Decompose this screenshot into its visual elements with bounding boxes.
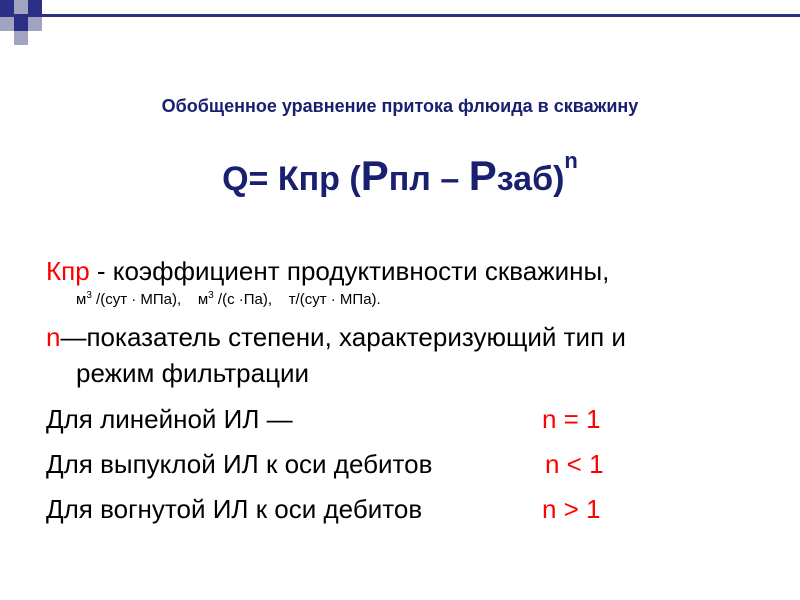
case-linear-value: n = 1 — [542, 404, 601, 434]
formula-q: Q= — [222, 160, 269, 198]
formula-close-paren: ) — [553, 160, 565, 198]
unit-3: т/(сут · МПа). — [288, 291, 381, 308]
decor-square-4 — [14, 17, 28, 31]
formula-minus: – — [440, 160, 460, 198]
n-text-1: —показатель степени, характеризующий тип и — [60, 322, 626, 352]
n-definition-line2: режим фильтрации — [76, 358, 310, 388]
formula-k: Кпр — [277, 160, 340, 198]
formula-exponent: n — [564, 148, 578, 173]
formula-open-paren: ( — [349, 160, 361, 198]
decor-square-1 — [0, 0, 14, 14]
decor-square-7 — [14, 31, 28, 45]
n-term: n — [46, 322, 61, 352]
case-concave-value: n > 1 — [542, 494, 601, 524]
slide-title: Обобщенное уравнение притока флюида в скважину — [161, 96, 639, 116]
formula-p1: Р — [360, 152, 389, 199]
formula — [0, 148, 800, 200]
decor-square-6 — [0, 17, 14, 31]
decor-square-3 — [28, 0, 42, 14]
n-definition-line1 — [46, 322, 626, 353]
case-convex-label: Для выпуклой ИЛ к оси дебитов — [46, 449, 433, 479]
formula-p2-sub: заб — [496, 160, 554, 198]
formula-p1-sub: пл — [388, 160, 431, 198]
kpr-definition — [46, 256, 609, 287]
formula-p2: Р — [468, 152, 497, 199]
kpr-units — [76, 290, 381, 308]
decor-header-line — [0, 14, 800, 17]
case-concave-label: Для вогнутой ИЛ к оси дебитов — [46, 494, 423, 524]
case-linear-label: Для линейной ИЛ — — [46, 404, 293, 434]
kpr-text: - коэффициент продуктивности скважины, — [89, 256, 610, 286]
decor-square-5 — [28, 17, 42, 31]
unit-2: $м^3$ /(с ·Па), — [197, 290, 273, 308]
unit-1: $м^3$ /(сут · МПа), — [76, 290, 182, 308]
decor-square-2 — [14, 0, 28, 14]
case-convex-value: n < 1 — [545, 449, 604, 479]
kpr-term: Кпр — [46, 256, 90, 286]
